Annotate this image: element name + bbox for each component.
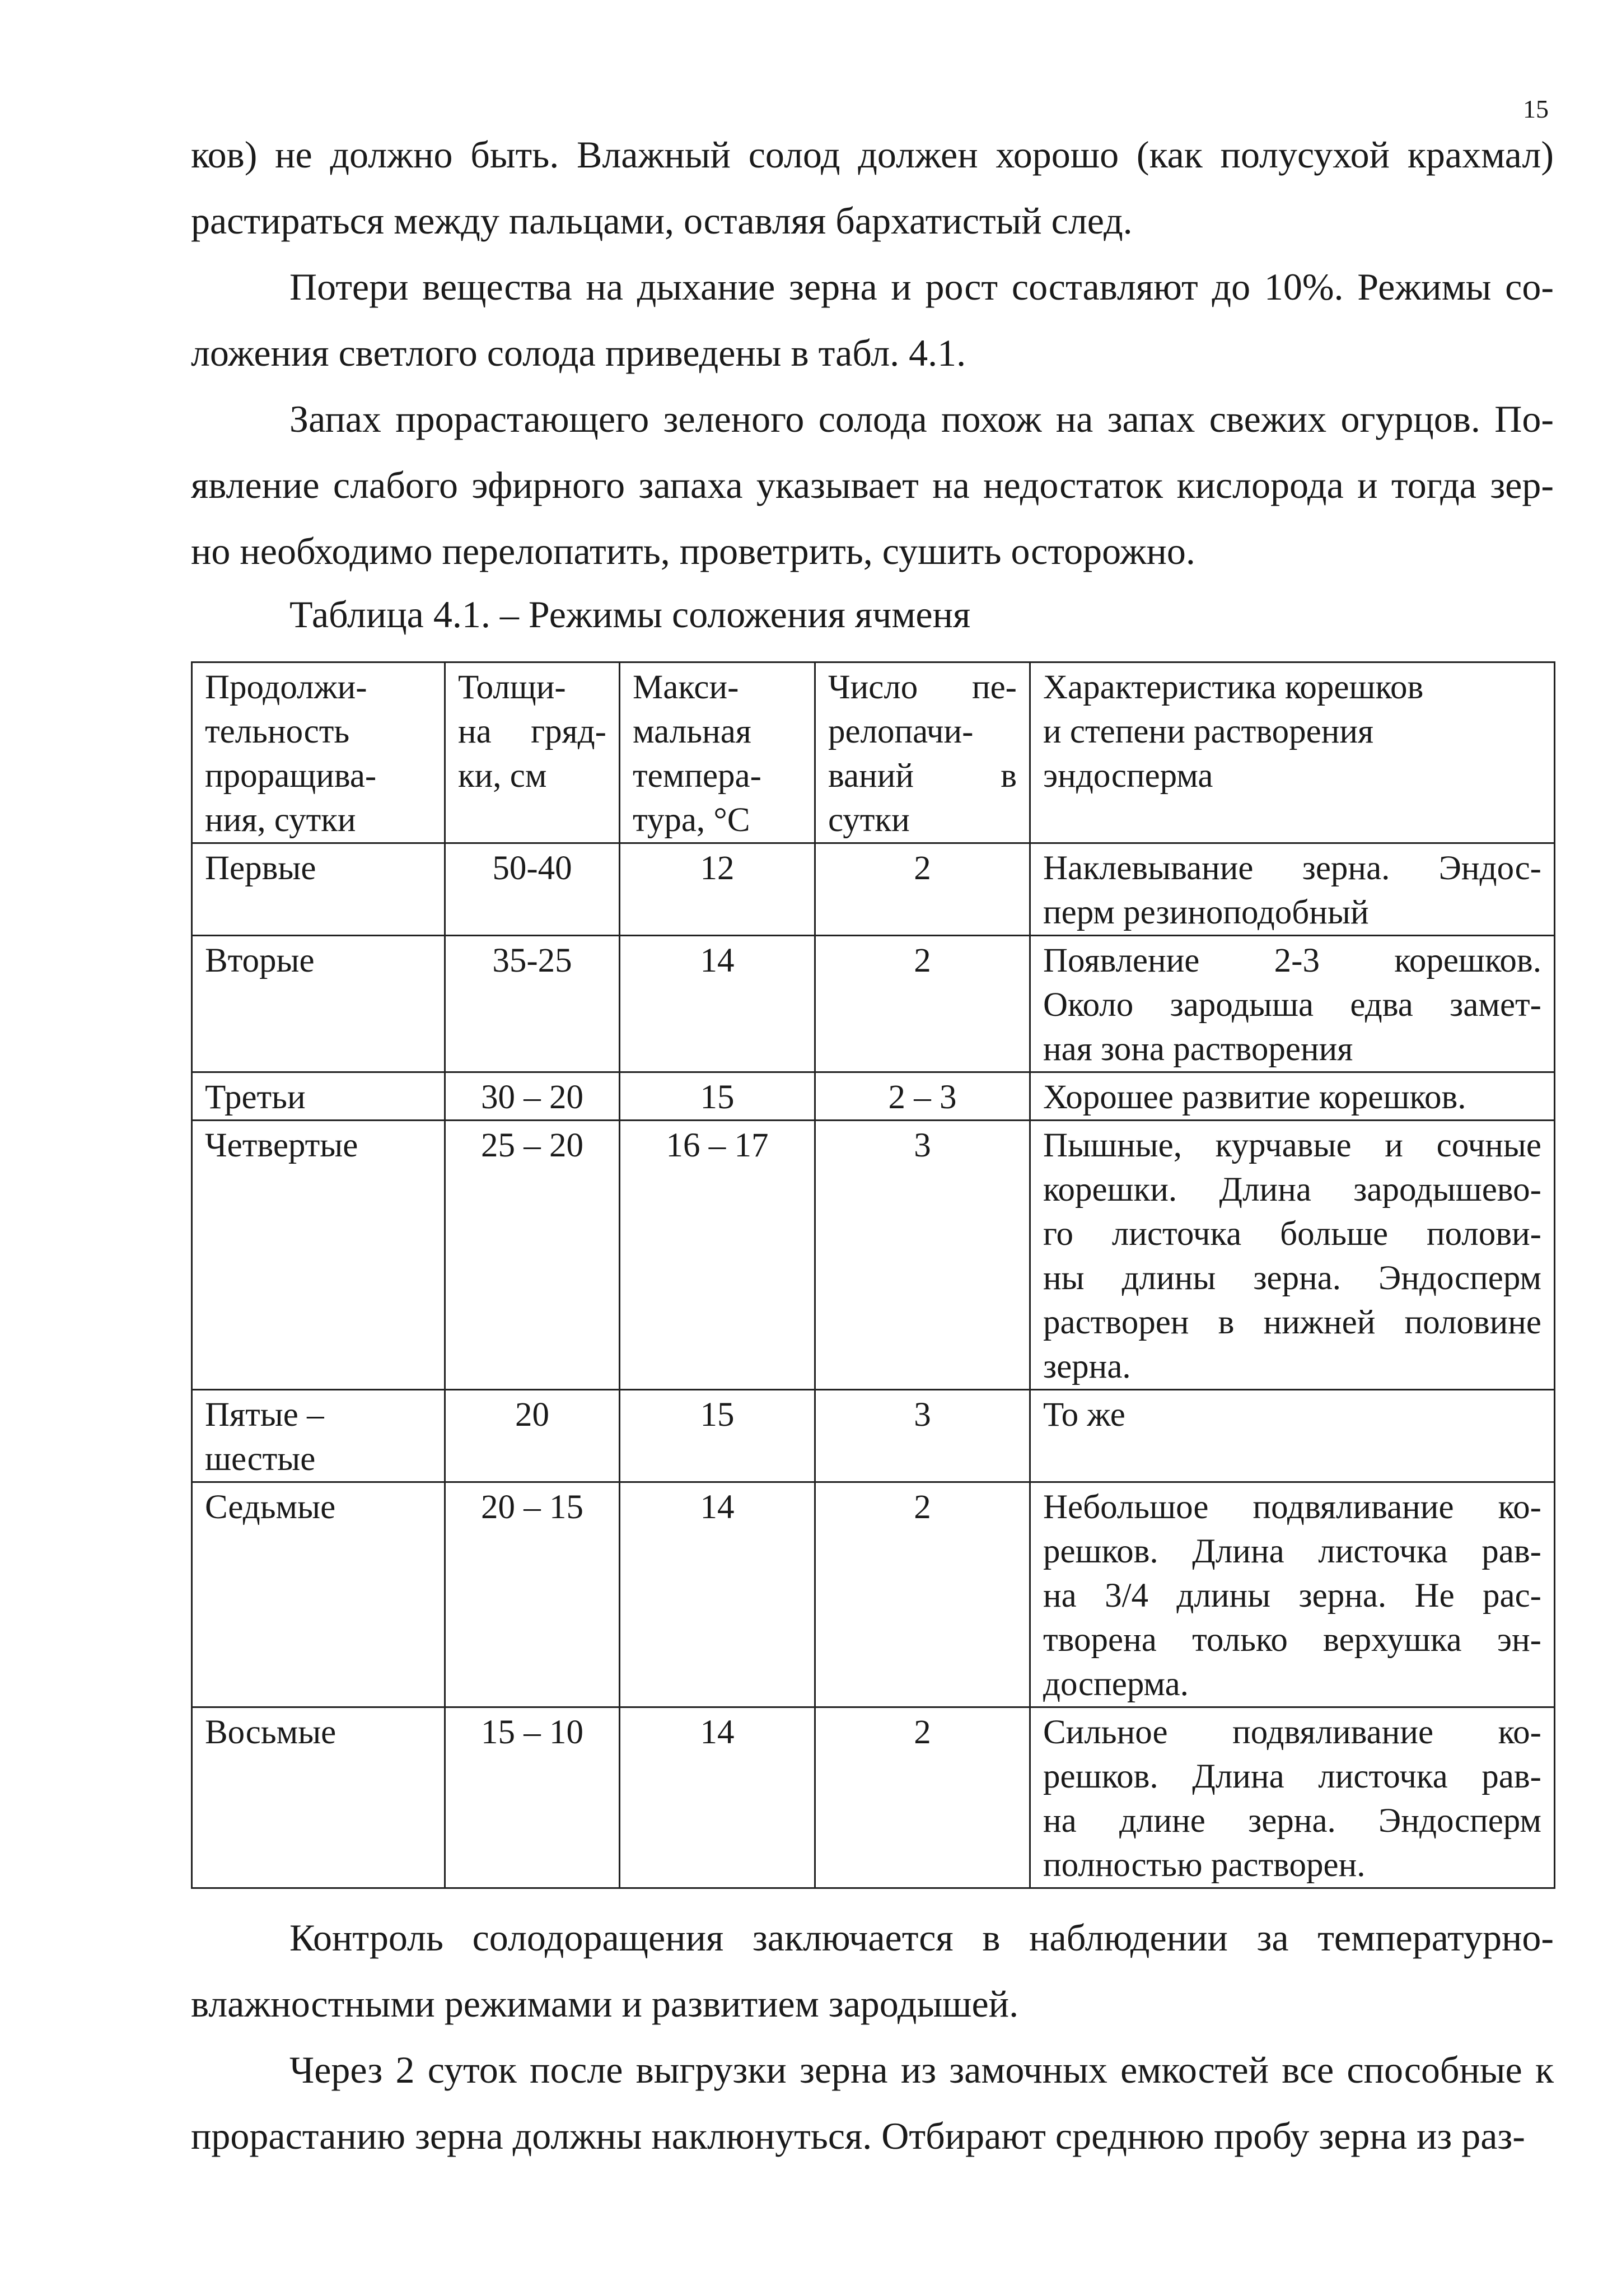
cell-text-line: решков. Длина листочка рав- (1043, 1533, 1541, 1570)
cell-text-line: эндосперма (1043, 757, 1213, 795)
paragraph (191, 1905, 1554, 2037)
cell-text-line: го листочка больше полови- (1043, 1215, 1541, 1253)
day-cell (192, 843, 445, 936)
cell-text-line: тельность (205, 713, 350, 750)
column-header (192, 662, 445, 843)
turns-cell: 3 (815, 1390, 1030, 1482)
thickness-cell: 15 – 10 (445, 1707, 620, 1888)
cell-text-line: Наклевывание зерна. Эндос- (1043, 850, 1541, 887)
day-cell (192, 1482, 445, 1707)
table-row (192, 843, 1555, 936)
column-header (445, 662, 620, 843)
thickness-cell: 25 – 20 (445, 1121, 620, 1390)
cell-text-line: проращива- (205, 757, 377, 795)
cell-text-line: Появление 2-3 корешков. (1043, 942, 1541, 979)
cell-text-line: Продолжи- (205, 669, 367, 706)
text-line: Через 2 суток после выгрузки зерна из замочных емкостей все способные к (289, 2048, 1554, 2091)
description-cell (1030, 1707, 1555, 1888)
table-header-row (192, 662, 1555, 843)
cell-text-line: ки, см (458, 757, 547, 795)
thickness-cell: 30 – 20 (445, 1072, 620, 1121)
cell-text-line: на гряд- (458, 713, 606, 750)
cell-text-line: Характеристика корешков (1043, 669, 1424, 706)
description-cell (1030, 843, 1555, 936)
cell-text-line: Вторые (205, 942, 315, 979)
text-line: Потери вещества на дыхание зерна и рост составляют до 10%. Режимы со- (289, 265, 1554, 308)
cell-text-line: досперма. (1043, 1665, 1189, 1703)
column-header (815, 662, 1030, 843)
cell-text-line: Восьмые (205, 1714, 337, 1751)
cell-text-line: перм резиноподобный (1043, 894, 1369, 931)
temperature-cell: 12 (620, 843, 815, 936)
cell-text-line: тура, °С (633, 801, 750, 839)
cell-text-line: Седьмые (205, 1488, 336, 1526)
day-cell (192, 1121, 445, 1390)
turns-cell: 2 – 3 (815, 1072, 1030, 1121)
table-row (192, 1072, 1555, 1121)
thickness-cell: 35-25 (445, 936, 620, 1072)
cell-text-line: Около зародыша едва замет- (1043, 986, 1541, 1024)
text-line: ков) не должно быть. Влажный солод должен хорошо (как полусухой крахмал) (191, 133, 1554, 176)
day-cell (192, 1072, 445, 1121)
cell-text-line: на длине зерна. Эндосперм (1043, 1802, 1541, 1840)
text-line: ложения светлого солода приведены в табл. 4.1. (191, 332, 966, 374)
description-cell (1030, 1121, 1555, 1390)
temperature-cell: 14 (620, 1707, 815, 1888)
cell-text-line: зерна. (1043, 1348, 1131, 1385)
cell-text-line: Макси- (633, 669, 739, 706)
cell-text-line: ны длины зерна. Эндосперм (1043, 1259, 1541, 1297)
description-cell (1030, 1482, 1555, 1707)
cell-text-line: творена только верхушка эн- (1043, 1621, 1541, 1659)
cell-text-line: Сильное подвяливание ко- (1043, 1714, 1541, 1751)
column-header (620, 662, 815, 843)
cell-text-line: Хорошее развитие корешков. (1043, 1079, 1466, 1116)
turns-cell: 3 (815, 1121, 1030, 1390)
table-caption: Таблица 4.1. – Режимы соложения ячменя (289, 593, 971, 636)
table-row (192, 1390, 1555, 1482)
page-number: 15 (1523, 95, 1549, 123)
temperature-cell: 14 (620, 1482, 815, 1707)
cell-text-line: Число пе- (828, 669, 1017, 706)
text-line: прорастанию зерна должны наклюнуться. Отбирают среднюю пробу зерна из раз- (191, 2115, 1525, 2157)
cell-text-line: и степени растворения (1043, 713, 1374, 750)
day-cell (192, 1390, 445, 1482)
cell-text-line: корешки. Длина зародышево- (1043, 1171, 1541, 1208)
text-line: растираться между пальцами, оставляя бархатистый след. (191, 199, 1133, 242)
column-header (1030, 662, 1555, 843)
paragraph (191, 254, 1554, 386)
turns-cell: 2 (815, 843, 1030, 936)
cell-text-line: ния, сутки (205, 801, 356, 839)
turns-cell: 2 (815, 936, 1030, 1072)
day-cell (192, 936, 445, 1072)
cell-text-line: полностью растворен. (1043, 1846, 1366, 1884)
cell-text-line: Небольшое подвяливание ко- (1043, 1488, 1541, 1526)
cell-text-line: растворен в нижней половине (1043, 1304, 1541, 1341)
cell-text-line: решков. Длина листочка рав- (1043, 1758, 1541, 1795)
text-line: Запах прорастающего зеленого солода похож на запах свежих огурцов. По- (289, 398, 1554, 440)
table-row (192, 1707, 1555, 1888)
cell-text-line: темпера- (633, 757, 761, 795)
thickness-cell: 20 (445, 1390, 620, 1482)
cell-text-line: Толщи- (458, 669, 566, 706)
text-line: явление слабого эфирного запаха указывает на недостаток кислорода и тогда зер- (191, 464, 1554, 506)
cell-text-line: ная зона растворения (1043, 1030, 1353, 1068)
cell-text-line: ваний в (828, 757, 1017, 795)
cell-text-line: Первые (205, 850, 316, 887)
temperature-cell: 15 (620, 1390, 815, 1482)
text-line: влажностными режимами и развитием зародышей. (191, 1982, 1019, 2025)
text-line: но необходимо перелопатить, проветрить, сушить осторожно. (191, 530, 1195, 572)
malting-modes-table (191, 661, 1555, 1889)
table-row (192, 936, 1555, 1072)
table-row (192, 1121, 1555, 1390)
thickness-cell: 50-40 (445, 843, 620, 936)
description-cell (1030, 1390, 1555, 1482)
cell-text-line: сутки (828, 801, 910, 839)
paragraph (191, 386, 1554, 584)
cell-text-line: Третьи (205, 1079, 306, 1116)
cell-text-line: То же (1043, 1396, 1125, 1434)
table-row (192, 1482, 1555, 1707)
cell-text-line: Пятые – (205, 1396, 324, 1434)
cell-text-line: релопачи- (828, 713, 974, 750)
description-cell (1030, 936, 1555, 1072)
temperature-cell: 15 (620, 1072, 815, 1121)
description-cell (1030, 1072, 1555, 1121)
paragraph (191, 2037, 1554, 2169)
thickness-cell: 20 – 15 (445, 1482, 620, 1707)
day-cell (192, 1707, 445, 1888)
turns-cell: 2 (815, 1482, 1030, 1707)
turns-cell: 2 (815, 1707, 1030, 1888)
cell-text-line: шестые (205, 1440, 316, 1478)
text-line: Контроль солодоращения заключается в наблюдении за температурно- (289, 1916, 1554, 1959)
cell-text-line: мальная (633, 713, 751, 750)
cell-text-line: Четвертые (205, 1127, 358, 1164)
paragraph (191, 122, 1554, 254)
temperature-cell: 14 (620, 936, 815, 1072)
cell-text-line: на 3/4 длины зерна. Не рас- (1043, 1577, 1541, 1614)
temperature-cell: 16 – 17 (620, 1121, 815, 1390)
cell-text-line: Пышные, курчавые и сочные (1043, 1127, 1541, 1164)
